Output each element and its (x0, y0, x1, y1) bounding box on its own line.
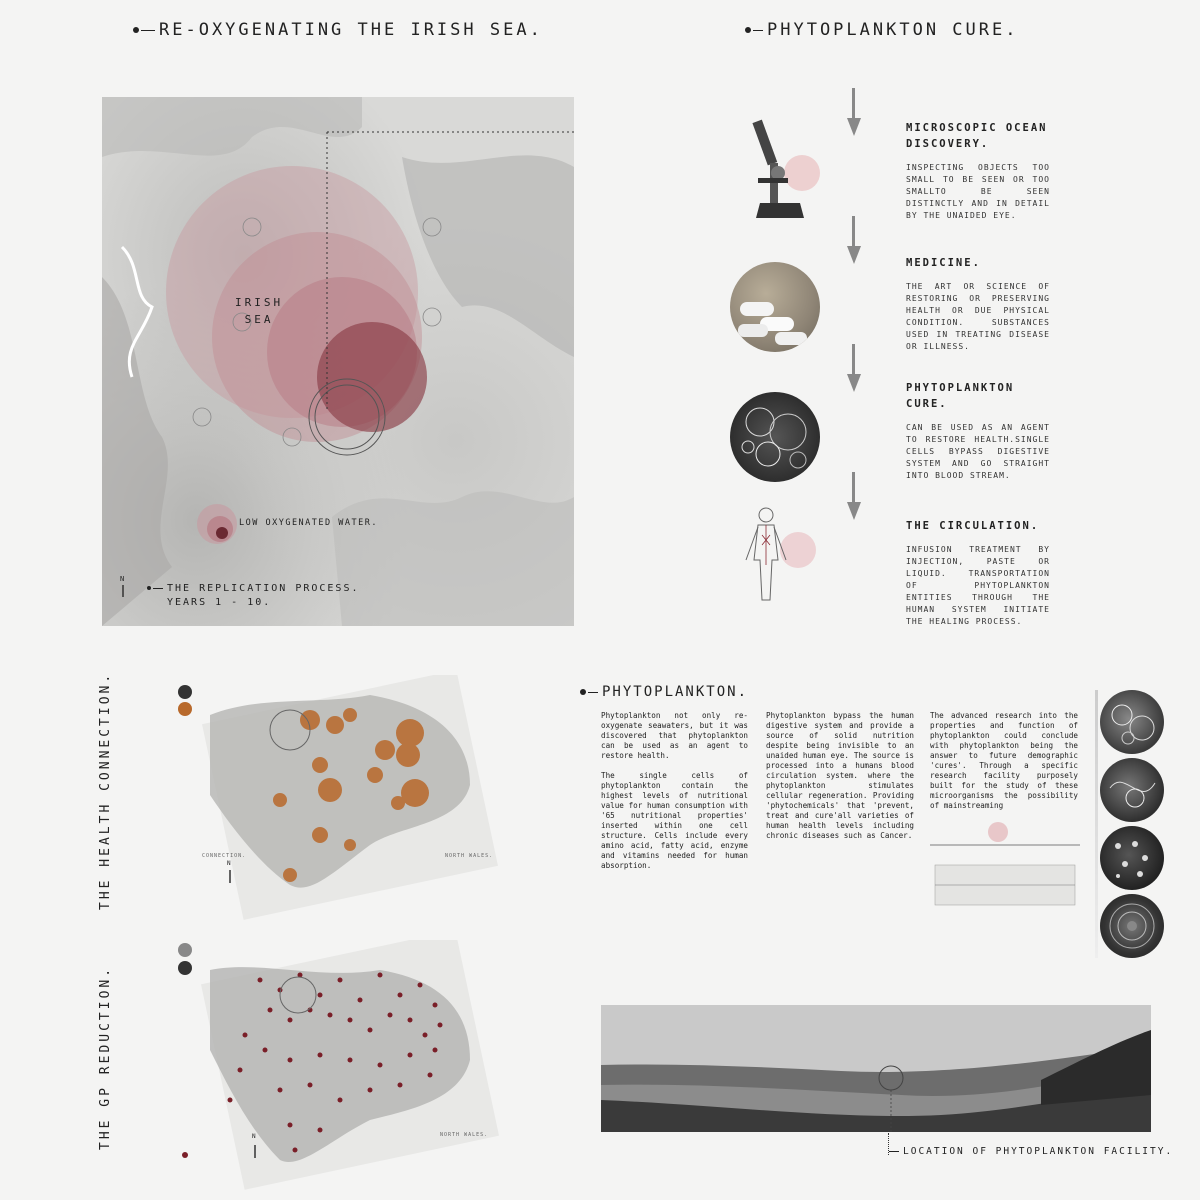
step-title: MEDICINE. (906, 257, 981, 269)
step-phytoplankton-cure (906, 380, 1050, 482)
phytoplankton-heading: PHYTOPLANKTON. (580, 684, 748, 700)
sea-label: IRISH SEA (235, 296, 284, 326)
plankton-circles (1095, 690, 1170, 960)
irish-sea-map (102, 97, 574, 626)
human-body-icon (740, 505, 820, 605)
step-medicine (906, 255, 1050, 353)
bullet-icon (745, 27, 751, 33)
dash-icon (588, 692, 598, 693)
facility-sketch (930, 820, 1080, 915)
flow-arrows (846, 88, 862, 528)
legend-label: LOW OXYGENATED WATER. (239, 518, 378, 528)
step-body: THE ART OR SCIENCE OF RESTORING OR PRESERVING HEALTH OR DUE PHYSICAL CONDITION. SUBSTANCES USED IN TREATING DISEASE OR ILLNESS. (906, 282, 1050, 351)
step-circulation (906, 518, 1050, 628)
gp-reduction-map (170, 940, 530, 1190)
dash-icon (153, 588, 163, 589)
facility-location-photo (601, 1005, 1151, 1132)
north-label: N (252, 1133, 256, 1140)
oxygen-ring-4 (317, 322, 427, 432)
health-side-label: THE HEALTH CONNECTION. (98, 671, 113, 910)
step-body: INSPECTING OBJECTS TOO SMALL TO BE SEEN OR TOO SMALLTO BE SEEN DISTINCTLY AND IN DETAIL BY THE UNAIDED EYE. (906, 163, 1050, 220)
dash-icon (141, 30, 155, 31)
dash-icon (889, 1151, 899, 1152)
bullet-icon (580, 689, 586, 695)
text-column-2: Phytoplankton bypass the human digestive system and provide a source of solid nutrition despite being invisible to an unaided human eye. The source is processed into a humans blood circulation system. where the phytoplankton stimulates cellular regeneration. Providing 'phytochemicals' that 'prevent, treat and cure'all varieties of human health levels including chronic diseases such as Cancer. (766, 711, 914, 840)
north-label: N (227, 860, 231, 867)
health-map-label: CONNECTION. (202, 853, 247, 859)
step-title: MICROSCOPIC OCEAN DISCOVERY. (906, 122, 1048, 150)
health-connection-map (170, 675, 530, 920)
left-title-text: RE-OXYGENATING THE IRISH SEA. (159, 20, 543, 40)
step-title: THE CIRCULATION. (906, 520, 1040, 532)
bullet-icon (133, 27, 139, 33)
map-graphics (102, 97, 574, 626)
step-title: PHYTOPLANKTON CURE. (906, 382, 1015, 410)
step-body: CAN BE USED AS AN AGENT TO RESTORE HEALTH.SINGLE CELLS BYPASS DIGESTIVE SYSTEM AND GO STRAIGHT INTO BLOOD STREAM. (906, 423, 1050, 480)
plankton-cells-icon (730, 392, 820, 482)
north-label: N (120, 575, 125, 583)
pills-icon (730, 262, 820, 352)
dash-icon (753, 30, 763, 31)
plankton-photo-4 (1100, 894, 1164, 958)
step-body: INFUSION TREATMENT BY INJECTION, PASTE OR LIQUID. TRANSPORTATION OF PHYTOPLANKTON ENTITIES THROUGH THE HUMAN SYSTEM INITIATE THE HEALING PROCESS. (906, 545, 1050, 626)
plankton-photo-3 (1100, 826, 1164, 890)
step-microscopic (906, 120, 1050, 222)
plankton-photo-2 (1100, 758, 1164, 822)
photo-caption: LOCATION OF PHYTOPLANKTON FACILITY. (889, 1146, 1173, 1157)
replication-label: THE REPLICATION PROCESS. YEARS 1 - 10. (147, 582, 360, 610)
health-map-corner: NORTH WALES. (445, 853, 494, 859)
gp-map-corner: NORTH WALES. (440, 1132, 489, 1138)
bullet-icon (147, 586, 151, 590)
gp-side-label: THE GP REDUCTION. (98, 965, 113, 1150)
right-title (745, 20, 1018, 40)
right-title-text: PHYTOPLANKTON CURE. (767, 20, 1019, 40)
plankton-photo-1 (1100, 690, 1164, 754)
text-column-1: Phytoplankton not only re-oxygenate seawaters, but it was discovered that phytoplankton can be used as an agent to restore health. The single cells of phytoplankton contain the highest levels of nutritional value for human consumption with '65 nutritional properties' inserted within one cell structure. Cells include every amino acid, fatty acid, enzyme and vitamins needed for human absorption. (601, 711, 748, 870)
text-column-3: The advanced research into the properties and function of phytoplankton could conclude with phytoplankton being the answer to future demographic 'cures'. Through a specific research facility purposely built for the study of these microorganisms the possibility of mainstreaming (930, 711, 1078, 810)
microscope-icon (740, 118, 820, 228)
left-title (133, 20, 543, 40)
